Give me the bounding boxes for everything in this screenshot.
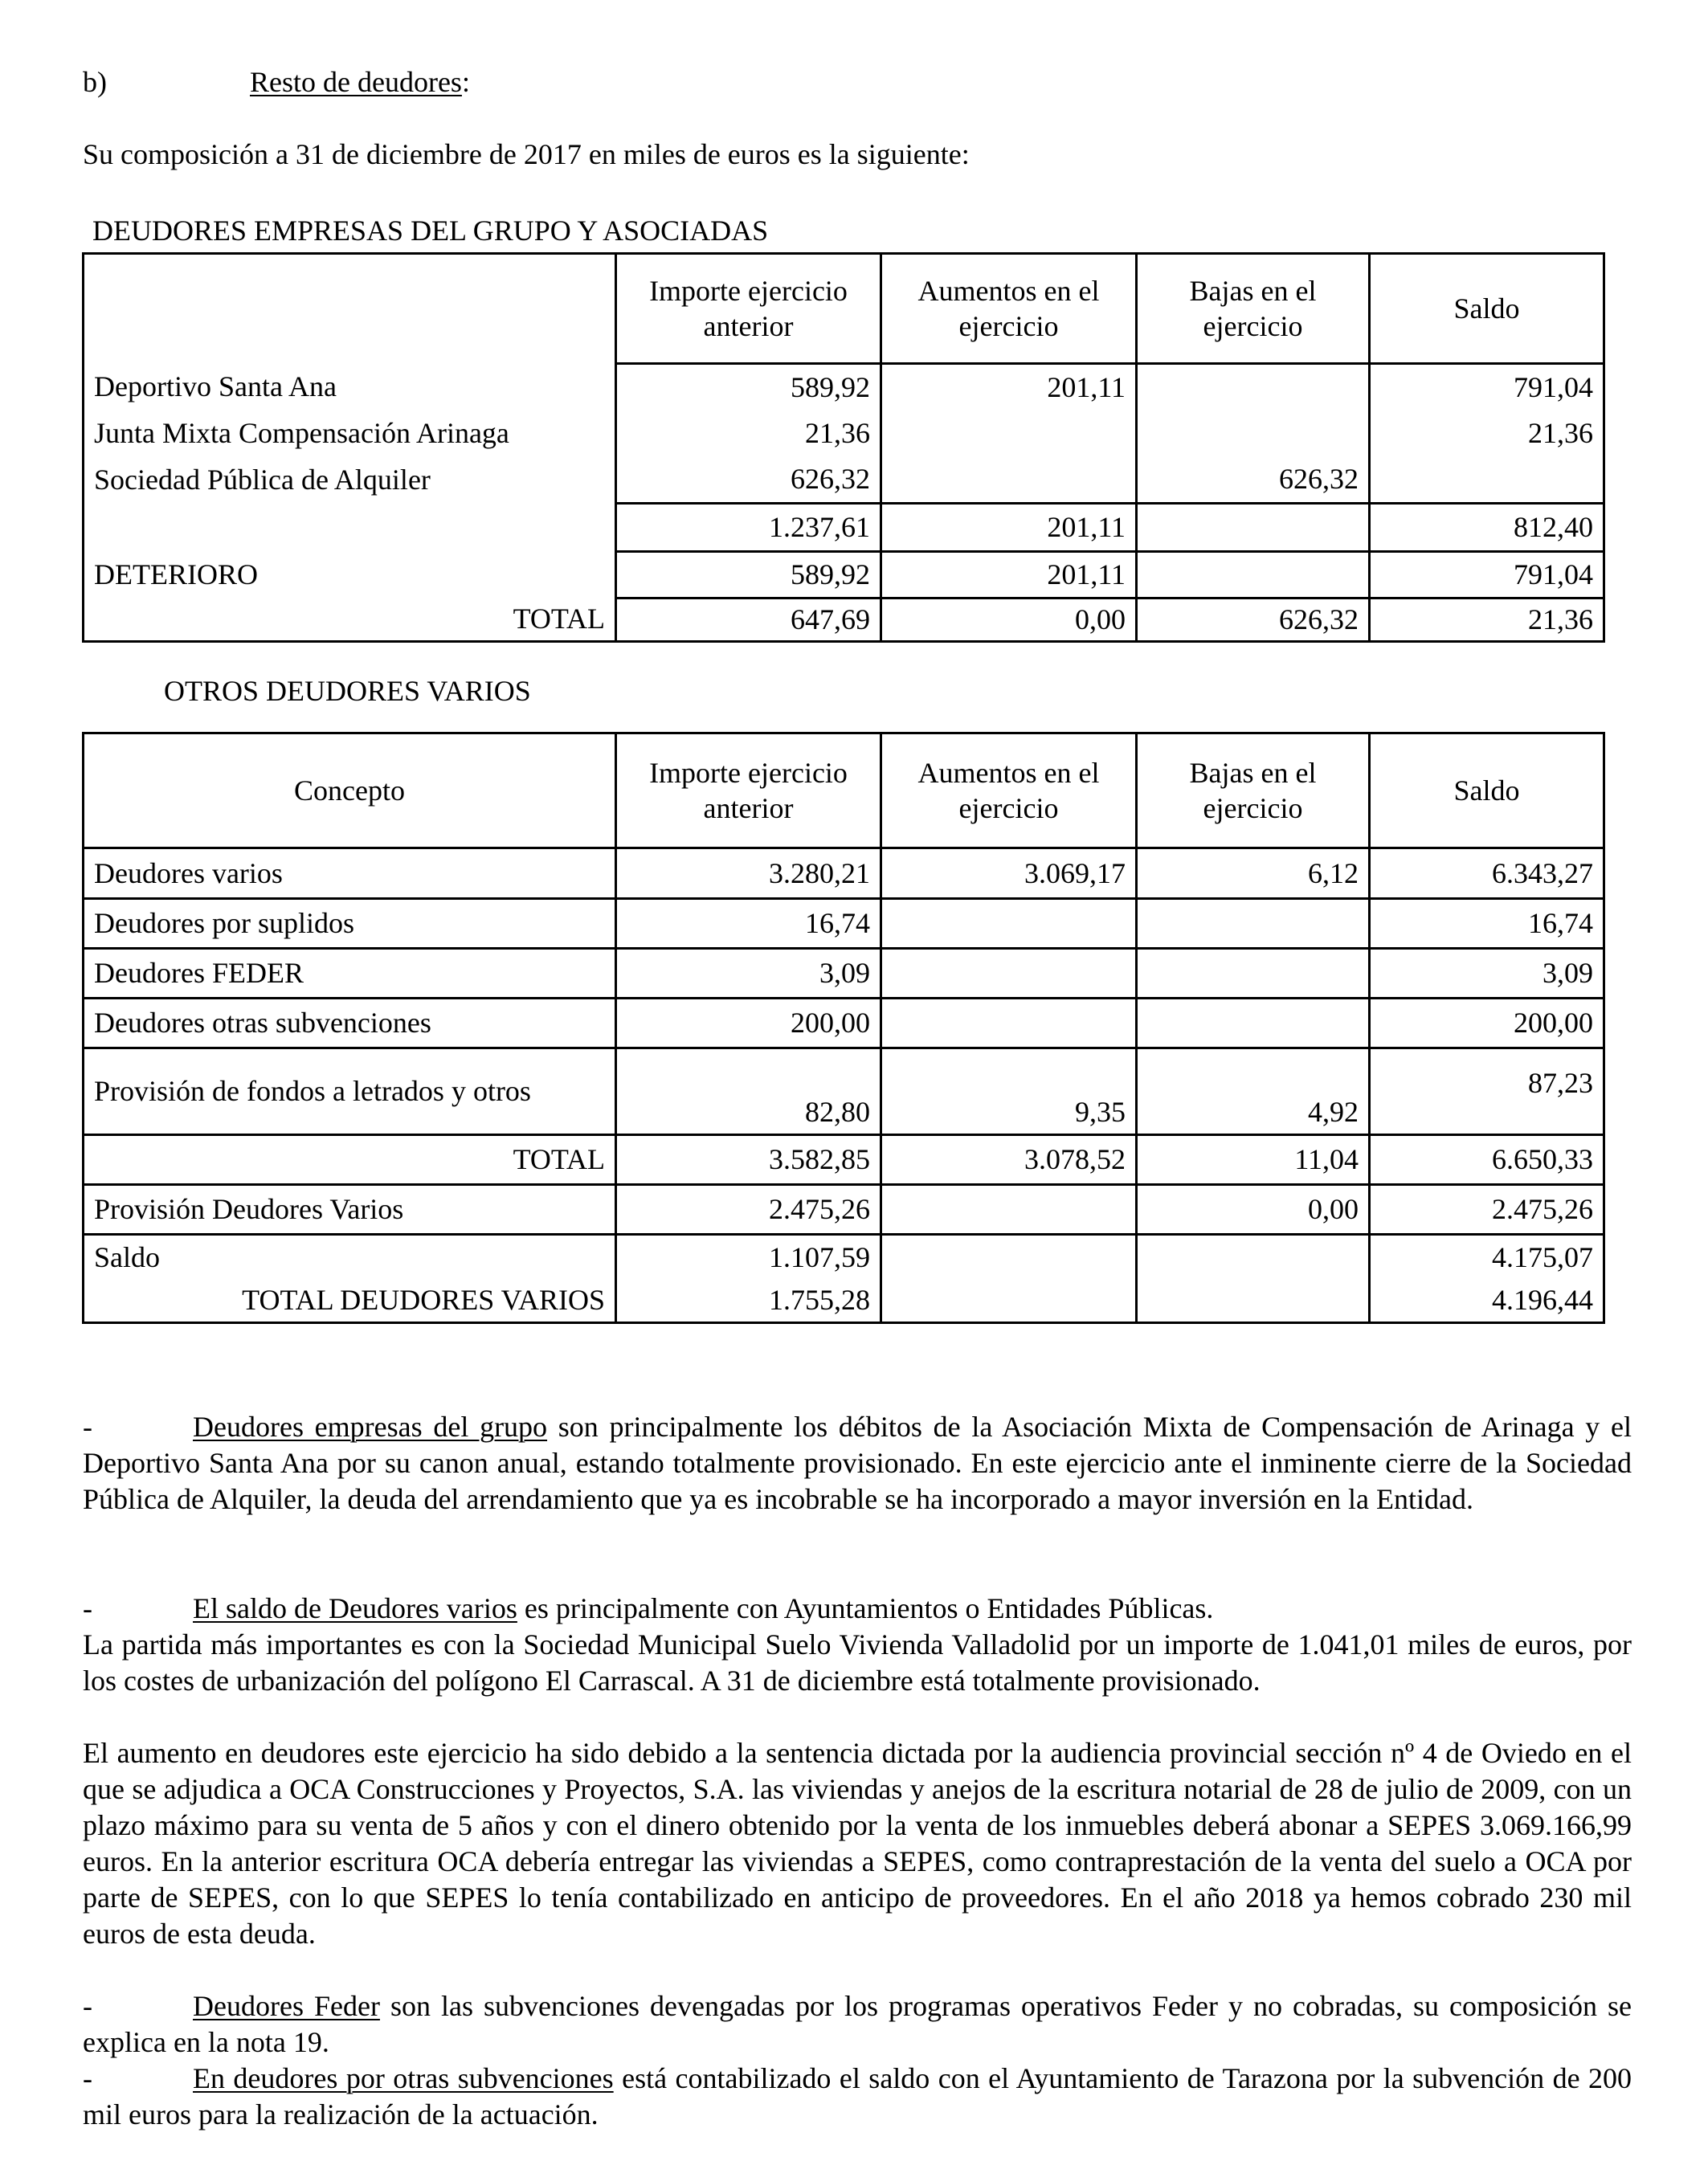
table2-header-concepto: Concepto [84,733,616,848]
row-label: Sociedad Pública de Alquiler [84,457,616,504]
note-deudores-feder [83,1988,1632,2061]
cell-importe: 1.237,61 [616,504,881,552]
cell-bajas: 626,32 [1137,598,1370,642]
note-deudores-varios-detail: La partida más importantes es con la Sociedad Municipal Suelo Vivienda Valladolid por un importe de 1.041,01 miles de euros, por los costes de urbanización del polígono El Carrascal. A 31 de diciembre está totalmente provisionado. [83,1628,1632,1697]
table1-header-bajas: Bajas en el ejercicio [1137,254,1370,364]
cell-importe: 2.475,26 [616,1185,881,1235]
cell-saldo: 6.650,33 [1370,1135,1604,1185]
bullet-dash: - [83,1592,92,1624]
cell-saldo: 21,36 [1370,411,1604,457]
cell-importe: 3.280,21 [616,848,881,899]
cell-bajas: 11,04 [1137,1135,1370,1185]
bullet-dash: - [83,1990,92,2022]
cell-aumentos: 3.069,17 [881,848,1137,899]
cell-bajas [1137,899,1370,949]
table-row [84,1235,1604,1280]
table-otros-deudores-varios [82,732,1605,1324]
cell-importe: 16,74 [616,899,881,949]
table2-header-aumentos: Aumentos en el ejercicio [881,733,1137,848]
cell-saldo: 4.175,07 [1370,1235,1604,1280]
table-row [84,1185,1604,1235]
cell-bajas [1137,949,1370,999]
note-deudores-feder-text: son las subvenciones devengadas por los programas operativos Feder y no cobradas, su composición se explica en la nota 19. [83,1990,1632,2058]
cell-saldo: 6.343,27 [1370,848,1604,899]
table-row [84,899,1604,949]
cell-aumentos: 201,11 [881,504,1137,552]
row-label [84,504,616,552]
cell-bajas [1137,504,1370,552]
cell-importe: 200,00 [616,999,881,1048]
cell-bajas [1137,364,1370,411]
cell-importe: 589,92 [616,552,881,598]
table-row [84,1048,1604,1135]
cell-saldo: 791,04 [1370,552,1604,598]
note-aumento-deudores: El aumento en deudores este ejercicio ha sido debido a la sentencia dictada por la audiencia provincial sección nº 4 de Oviedo en el que se adjudica a OCA Construcciones y Proyectos, S.A. las viviendas y anejos de la escritura notarial de 28 de julio de 2009, con un plazo máximo para su venta de 5 años y con el dinero obtenido por la venta de los inmuebles deberá abonar a SEPES 3.069.166,99 euros. En la anterior escritura OCA debería entregar las viviendas a SEPES, como contraprestación de la venta del suelo a OCA por parte de SEPES, con lo que SEPES lo tenía contabilizado en anticipo de proveedores. En el año 2018 ya hemos cobrado 230 mil euros de esta deuda. [83,1737,1632,1950]
table-row-subtotal [84,504,1604,552]
note-empresas-grupo [83,1409,1632,1518]
table-row [84,949,1604,999]
table2-header-importe: Importe ejercicio anterior [616,733,881,848]
cell-aumentos [881,899,1137,949]
row-label: Provisión de fondos a letrados y otros [84,1048,616,1135]
note-deudores-varios-text: es principalmente con Ayuntamientos o Entidades Públicas. [517,1592,1214,1624]
cell-aumentos [881,1280,1137,1323]
cell-importe: 82,80 [616,1048,881,1135]
table-row [84,411,1604,457]
table1-header-row [84,254,1604,364]
cell-saldo: 87,23 [1370,1048,1604,1135]
cell-bajas: 626,32 [1137,457,1370,504]
cell-saldo: 2.475,26 [1370,1185,1604,1235]
bullet-dash: - [83,2062,92,2094]
note-deudores-varios-term: El saldo de Deudores varios [193,1592,517,1624]
section-title-text: Resto de deudores [250,66,462,98]
note-otras-subvenciones-text: está contabilizado el saldo con el Ayuntamiento de Tarazona por la subvención de 200 mil euros para la realización de la actuación. [83,2062,1632,2130]
cell-saldo: 812,40 [1370,504,1604,552]
cell-importe: 589,92 [616,364,881,411]
table-deudores-empresas-grupo [82,252,1605,643]
table2-header-bajas: Bajas en el ejercicio [1137,733,1370,848]
table2-header-row [84,733,1604,848]
cell-bajas [1137,552,1370,598]
table-row [84,364,1604,411]
cell-bajas: 6,12 [1137,848,1370,899]
section-letter: b) [83,66,107,98]
cell-bajas: 4,92 [1137,1048,1370,1135]
cell-aumentos: 201,11 [881,364,1137,411]
row-label: Saldo [84,1235,616,1280]
cell-bajas [1137,999,1370,1048]
cell-aumentos: 201,11 [881,552,1137,598]
cell-aumentos: 9,35 [881,1048,1137,1135]
row-label: Deudores otras subvenciones [84,999,616,1048]
table-row [84,999,1604,1048]
cell-saldo: 3,09 [1370,949,1604,999]
bullet-dash: - [83,1411,92,1443]
cell-saldo: 4.196,44 [1370,1280,1604,1323]
cell-importe: 647,69 [616,598,881,642]
cell-importe: 21,36 [616,411,881,457]
section-title [250,64,470,100]
table1-title: DEUDORES EMPRESAS DEL GRUPO Y ASOCIADAS [92,214,769,247]
table2-title: OTROS DEUDORES VARIOS [164,675,531,707]
row-label: Deudores FEDER [84,949,616,999]
cell-bajas [1137,1280,1370,1323]
table-row [84,457,1604,504]
cell-importe: 3,09 [616,949,881,999]
cell-aumentos [881,999,1137,1048]
table1-header-aumentos: Aumentos en el ejercicio [881,254,1137,364]
cell-importe: 1.107,59 [616,1235,881,1280]
note-empresas-grupo-text: son principalmente los débitos de la Asociación Mixta de Compensación de Arinaga y el Deportivo Santa Ana por su canon anual, estando totalmente provisionado. En este ejercicio ante el inminente cierre de la Sociedad Pública de Alquiler, la deuda del arrendamiento que ya es incobrable se ha incorporado a mayor inversión en la Entidad. [83,1411,1632,1515]
note-otras-subvenciones [83,2061,1632,2133]
cell-aumentos [881,1235,1137,1280]
note-otras-subvenciones-term: En deudores por otras subvenciones [193,2062,614,2094]
table-row-total [84,1280,1604,1323]
cell-bajas [1137,411,1370,457]
cell-saldo: 200,00 [1370,999,1604,1048]
cell-importe: 3.582,85 [616,1135,881,1185]
table1-header-blank [84,254,616,364]
row-label-total: TOTAL [84,598,616,642]
note-deudores-varios-line1 [83,1591,1632,1627]
cell-importe: 1.755,28 [616,1280,881,1323]
row-label: Provisión Deudores Varios [84,1185,616,1235]
cell-saldo: 791,04 [1370,364,1604,411]
cell-saldo: 21,36 [1370,598,1604,642]
cell-saldo: 16,74 [1370,899,1604,949]
cell-bajas: 0,00 [1137,1185,1370,1235]
table-row [84,848,1604,899]
row-label: Junta Mixta Compensación Arinaga [84,411,616,457]
table-row-total [84,598,1604,642]
row-label: Deudores por suplidos [84,899,616,949]
cell-aumentos: 3.078,52 [881,1135,1137,1185]
table2-header-saldo: Saldo [1370,733,1604,848]
table-row [84,552,1604,598]
row-label: Deudores varios [84,848,616,899]
row-label: DETERIORO [84,552,616,598]
row-label-total: TOTAL [84,1135,616,1185]
cell-bajas [1137,1235,1370,1280]
cell-aumentos [881,457,1137,504]
intro-text: Su composición a 31 de diciembre de 2017 en miles de euros es la siguiente: [83,138,970,170]
note-deudores-varios [83,1591,1632,1699]
cell-aumentos [881,411,1137,457]
cell-aumentos [881,1185,1137,1235]
cell-saldo [1370,457,1604,504]
row-label-total: TOTAL DEUDORES VARIOS [84,1280,616,1323]
note-empresas-grupo-term: Deudores empresas del grupo [193,1411,548,1443]
cell-aumentos [881,949,1137,999]
cell-aumentos: 0,00 [881,598,1137,642]
table1-header-saldo: Saldo [1370,254,1604,364]
row-label: Deportivo Santa Ana [84,364,616,411]
section-title-colon: : [461,66,470,98]
cell-importe: 626,32 [616,457,881,504]
note-deudores-feder-term: Deudores Feder [193,1990,380,2022]
table-row-total [84,1135,1604,1185]
table1-header-importe: Importe ejercicio anterior [616,254,881,364]
